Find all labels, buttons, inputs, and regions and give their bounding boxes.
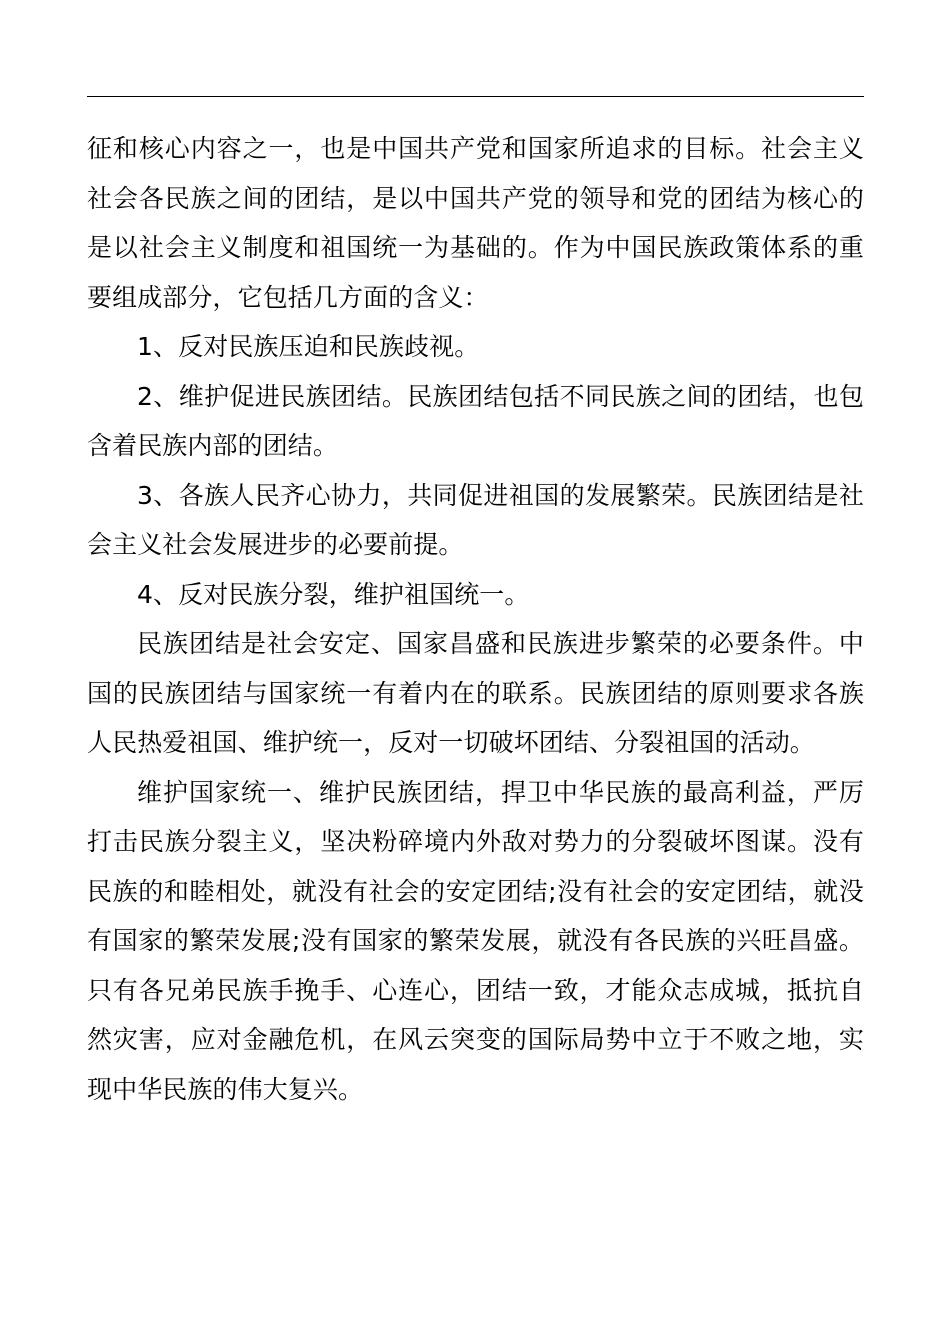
body-text (87, 124, 864, 1114)
paragraph-1: 征和核心内容之一，也是中国共产党和国家所追求的目标。社会主义社会各民族之间的团结，是以中国共产党的领导和党的团结为核心的是以社会主义制度和祖国统一为基础的。作为中国民族政策体系的重要组成部分，它包括几方面的含义： (87, 134, 864, 312)
paragraph-2: 1、反对民族压迫和民族歧视。 (137, 332, 480, 361)
paragraph-7: 维护国家统一、维护民族团结，捍卫中华民族的最高利益，严厉打击民族分裂主义，坚决粉碎境内外敌对势力的分裂破坏图谋。没有民族的和睦相处，就没有社会的安定团结;没有社会的安定团结，就没有国家的繁荣发展;没有国家的繁荣发展，就没有各民族的兴旺昌盛。只有各兄弟民族手挽手、心连心，团结一致，才能众志成城，抵抗自然灾害，应对金融危机，在风云突变的国际局势中立于不败之地，实现中华民族的伟大复兴。 (87, 777, 864, 1104)
paragraph-5: 4、反对民族分裂，维护祖国统一。 (137, 579, 530, 609)
header-rule (87, 96, 864, 97)
paragraph-6: 民族团结是社会安定、国家昌盛和民族进步繁荣的必要条件。中国的民族团结与国家统一有着内在的联系。民族团结的原则要求各族人民热爱祖国、维护统一，反对一切破坏团结、分裂祖国的活动。 (87, 629, 864, 757)
paragraph-3: 2、维护促进民族团结。民族团结包括不同民族之间的团结，也包含着民族内部的团结。 (87, 381, 864, 460)
paragraph-4: 3、各族人民齐心协力，共同促进祖国的发展繁荣。民族团结是社会主义社会发展进步的必要前提。 (87, 480, 864, 559)
